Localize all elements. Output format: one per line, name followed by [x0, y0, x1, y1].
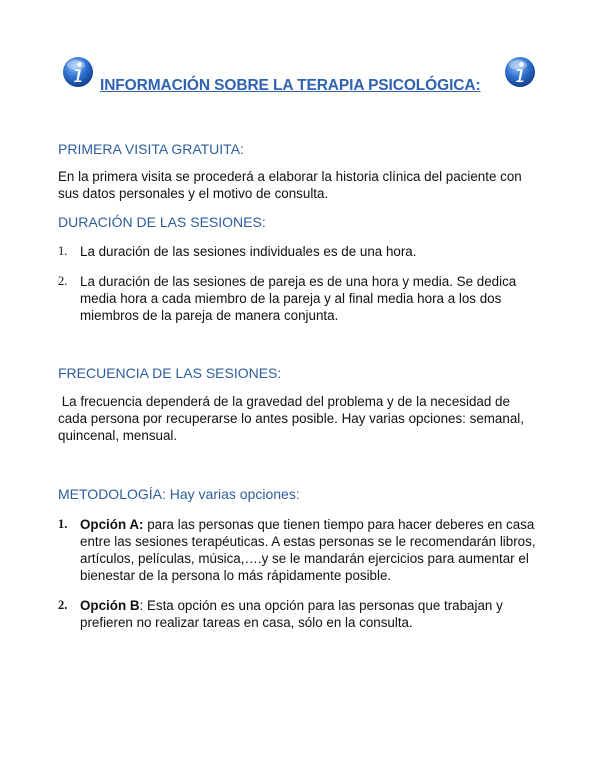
section-heading-primera-visita: PRIMERA VISITA GRATUITA: — [58, 141, 244, 157]
list-item — [58, 516, 538, 584]
section-heading-metodologia: METODOLOGÍA: Hay varias opciones: — [58, 486, 300, 502]
list-item-text: La duración de las sesiones de pareja es de una hora y media. Se dedica media hora a cada miembro de la pareja y al final media hora a los dos miembros de la pareja de manera conjunta. — [80, 274, 517, 323]
option-label: Opción B — [80, 598, 140, 613]
section-heading-frecuencia: FRECUENCIA DE LAS SESIONES: — [58, 365, 282, 381]
section-heading-duracion: DURACIÓN DE LAS SESIONES: — [58, 214, 266, 230]
metodologia-list — [58, 516, 538, 631]
list-item-text: : Esta opción es una opción para las personas que trabajan y prefieren no realizar tareas en casa, sólo en la consulta. — [80, 598, 503, 630]
info-icon — [62, 56, 94, 88]
list-item-text: La duración de las sesiones individuales es de una hora. — [80, 244, 417, 259]
list-number: 2. — [58, 274, 68, 288]
list-number: 1. — [58, 517, 68, 531]
list-item-text: para las personas que tienen tiempo para hacer deberes en casa entre las sesiones terapéuticas. A estas personas se le recomendarán libros, artículos, películas, música,….y se le mandarán ejercicios para aumentar el bienestar de la persona lo más rápidamente posible. — [80, 517, 536, 583]
section-text-primera-visita: En la primera visita se procederá a elaborar la historia clínica del paciente con sus datos personales y el motivo de consulta. — [58, 169, 522, 201]
page-title: INFORMACIÓN SOBRE LA TERAPIA PSICOLÓGICA: — [100, 77, 481, 94]
list-item — [58, 243, 538, 260]
list-number: 2. — [58, 598, 68, 612]
list-number: 1. — [58, 244, 68, 258]
section-text-frecuencia: La frecuencia dependerá de la gravedad del problema y de la necesidad de cada persona por recuperarse lo antes posible. Hay varias opciones: semanal, quincenal, mensual. — [58, 394, 528, 443]
title-row — [62, 56, 540, 96]
duracion-list — [58, 243, 538, 324]
option-label: Opción A: — [80, 517, 144, 532]
list-item — [58, 273, 538, 324]
list-item — [58, 597, 538, 631]
info-icon — [504, 56, 536, 88]
